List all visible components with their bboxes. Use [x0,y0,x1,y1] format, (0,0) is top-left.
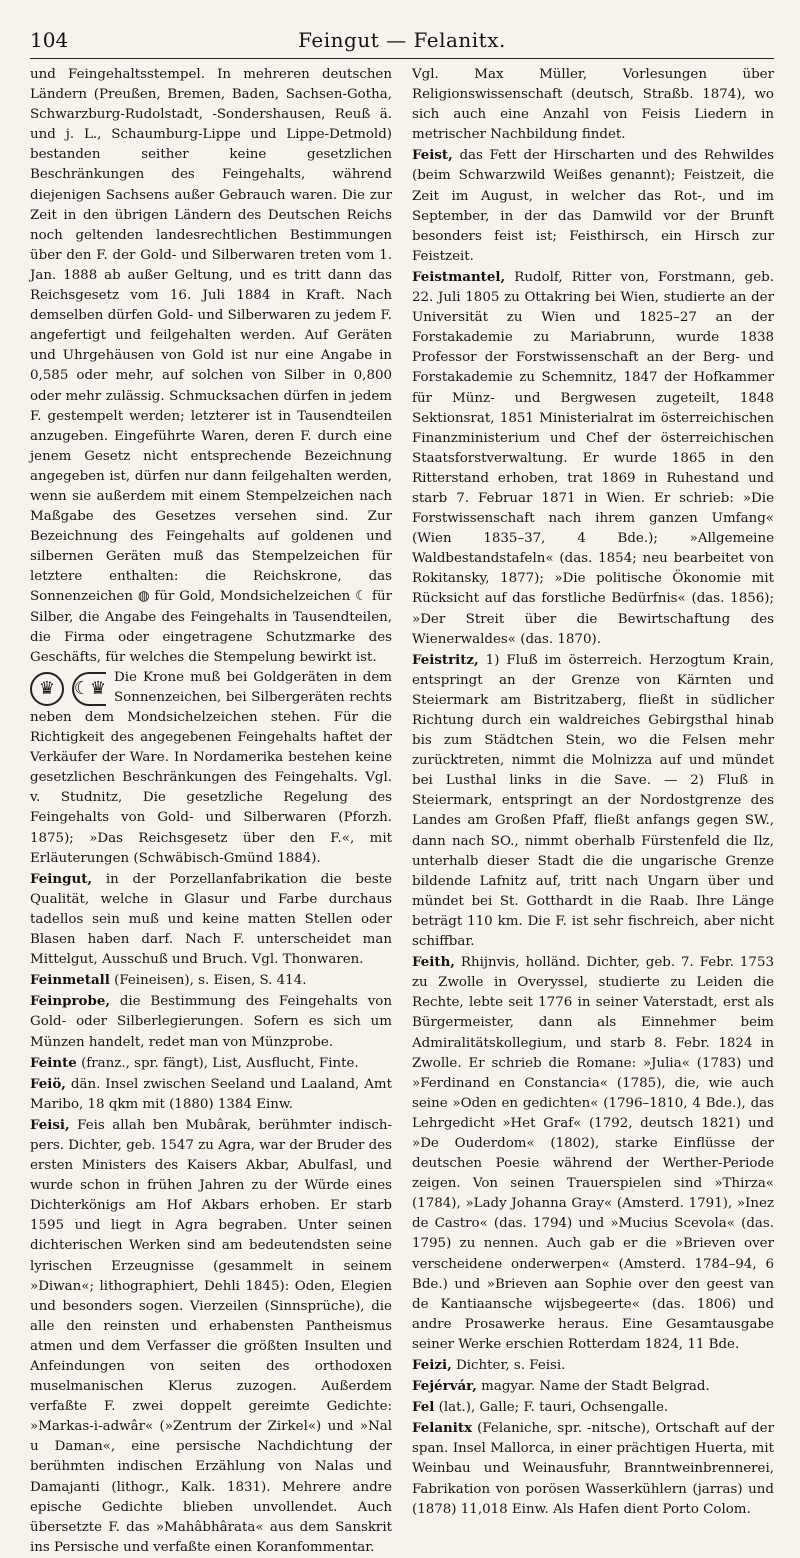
entry-text: (lat.), Galle; F. tauri, Ochsengalle. [434,1400,669,1416]
entry-feistmantel [412,267,774,650]
continuation-paragraph: und Feingehaltsstempel. In mehreren deutschen Ländern (Preußen, Bremen, Baden, Sachsen-Gotha, Schwarzburg-Rudolstadt, -Sondershausen, Reuß ä. und j. L., Schaumburg-Lippe und Lippe-Detmold) bestanden seither keine gesetzlichen Beschränkungen des Feingehalts, während diejenigen Sachsens außer Gebrauch waren. Die zur Zeit in den übrigen Ländern des Deutschen Reichs noch geltenden landesrechtlichen Bestimmungen über den F. der Gold- und Silberwaren treten vom 1. Jan. 1888 ab außer Geltung, und es tritt dann das Reichsgesetz vom 16. Juli 1884 in Kraft. Nach demselben dürfen Gold- und Silberwaren zu jedem F. angefertigt und feilgehalten werden. Auf Geräten und Uhrgehäusen von Gold ist nur eine Angabe in 0,585 oder mehr, auf solchen von Silber in 0,800 oder mehr zulässig. Schmucksachen dürfen in jedem F. gestempelt werden; letzterer ist in Tausendteilen anzugeben. Eingeführte Waren, deren F. durch eine jenem Gesetz nicht entsprechende Bezeichnung angegeben ist, dürfen nur dann feilgehalten werden, wenn sie außerdem mit einem Stempelzeichen nach Maßgabe des Gesetzes versehen sind. Zur Bezeichnung des Feingehalts auf goldenen und silbernen Geräten muß das Stempelzeichen für letztere enthalten: die Reichskrone, das Sonnenzeichen ◍ für Gold, Mondsichelzeichen ☾ für Silber, die Angabe des Feingehalts in Tausendteilen, die Firma oder eingetragene Schutzmarke des Geschäfts, für welches die Stempelung bewirkt ist. [30,67,392,665]
entry-felanitx [412,1418,774,1519]
headword: Feinmetall [30,972,110,989]
headword: Feiö, [30,1075,66,1092]
continuation-paragraph: Vgl. Max Müller, Vorlesungen über Religionswissenschaft (deutsch, Straßb. 1874), wo sich auch eine Anzahl von Feisis Liedern in metrischer Nachbildung findet. [412,67,774,143]
headword: Feistmantel, [412,268,506,285]
entry-text: 1) Fluß im österreich. Herzogtum Krain, entspringt an der Grenze von Kärnten und Steiermark am Bistritzaberg, fließt in südlicher Richtung durch ein waldreiches Gebirgsthal hinab bis zum Städtchen Stein, wo die Felsen mehr zurücktreten, nimmt die Molnizza auf und mündet bei Lusthal links in die Save. — 2) Fluß in Steiermark, entspringt an der Nordostgrenze des Landes am Großen Pfaff, fließt anfangs gegen SW., dann nach SO., nimmt oberhalb Fürstenfeld die Ilz, unterhalb dieser Stadt die die ungarische Grenze bildende Lafnitz auf, tritt nach Ungarn über und mündet bei St. Gotthardt in die Raab. Ihre Länge beträgt 110 km. Die F. ist sehr fischreich, aber nicht schiffbar. [412,652,774,950]
entry-feisi [30,1115,392,1558]
entry-text: die Bestimmung des Feingehalts von Gold- oder Silberlegierungen. Sofern es sich um Münzen handelt, redet man von Münzprobe. [30,994,392,1050]
entry-text: magyar. Name der Stadt Belgrad. [476,1379,710,1395]
entry-feio [30,1074,392,1115]
headword: Feizi, [412,1357,452,1373]
right-column [412,65,774,1558]
entry-text: Feis allah ben Mubârak, berühmter indisch-pers. Dichter, geb. 1547 zu Agra, war der Bruder des ersten Ministers des Kaisers Akbar, Abulfasl, und wurde schon in frühen Jahren zu der Würde eines Dichterkönigs am Hof Akbars erhoben. Er starb 1595 und liegt in Agra begraben. Unter seinen dichterischen Werken sind am bedeutendsten seine lyrischen Erzeugnisse (gesammelt in seinem »Diwan«; lithographiert, Dehli 1845): Oden, Elegien und besonders sogen. Vierzeilen (Sinnsprüche), die alle den reinsten und erhabensten Pantheismus atmen und dem Verfasser die größten Insulten und Anfeindungen von seiten des orthodoxen muselmanischen Klerus zuzogen. Außerdem verfaßte F. zwei doppelt gereimte Gedichte: »Markas-i-adwâr« (»Zentrum der Zirkel«) und »Nal u Daman«, eine persische Nachdichtung der berühmten indischen Erzählung von Nalas und Damajanti (lithogr., Kalk. 1831). Mehrere andre epische Gedichte blieben unvollendet. Auch übersetzte F. das »Mahâbhârata« aus dem Sanskrit ins Persische und verfaßte einen Koranfommentar. [30,1117,392,1555]
headword: Feinte [30,1054,77,1071]
entry-feist [412,145,774,267]
entry-fel [412,1397,774,1418]
entry-text: das Fett der Hirscharten und des Rehwildes (beim Schwarzwild Weißes genannt); Feistzeit, die Zeit im August, in welcher das Rot-, und im September, in der das Damwild vor der Brunft besonders feist ist; Feisthirsch, ein Hirsch zur Feistzeit. [412,148,774,264]
headword: Fejérvár, [412,1378,477,1395]
page-header [30,28,774,59]
entry-feizi [412,1355,774,1376]
crown-in-sun-icon: ♛ [30,672,64,706]
hallmark-paragraph [30,668,392,869]
text-columns [30,65,774,1558]
entry-fejervar [412,1376,774,1397]
headword: Feinprobe, [30,993,111,1010]
entry-text: Dichter, s. Feisi. [451,1358,566,1373]
entry-text: (franz., spr. fängt), List, Ausflucht, Finte. [76,1055,359,1071]
headword: Feistritz, [412,651,479,668]
entry-text: Rudolf, Ritter von, Forstmann, geb. 22. Juli 1805 zu Ottakring bei Wien, studierte an der Universität zu Wien und 1825–27 an der Forstakademie zu Mariabrunn, wurde 1838 Professor der Forstwissenschaft an der Berg- und Forstakademie zu Schemnitz, 1847 der Hofkammer für Münz- und Bergwesen zugeteilt, 1848 Sektionsrat, 1851 Ministerialrat im österreichischen Finanzministerium und Chef der österreichischen Staatsforstverwaltung. Er wurde 1865 in den Ritterstand erhoben, trat 1869 in Ruhestand und starb 7. Februar 1871 in Wien. Er schrieb: »Die Forstwissenschaft nach ihrem ganzen Umfang« (Wien 1835–37, 4 Bde.); »Allgemeine Waldbestandstafeln« (das. 1854; neu bearbeitet von Rokitansky, 1877); »Die politische Ökonomie mit Rücksicht auf das forstliche Bedürfnis« (das. 1856); »Der Streit über die Bewirtschaftung des Wienerwaldes« (das. 1870). [412,269,774,647]
entry-feinte [30,1053,392,1074]
left-column [30,65,392,1558]
entry-feinprobe [30,991,392,1052]
entry-feith [412,952,774,1355]
entry-feingut [30,869,392,970]
entry-feinmetall [30,970,392,991]
hallmark-text: Die Krone muß bei Goldgeräten in dem Sonnenzeichen, bei Silbergeräten rechts neben dem Mondsichelzeichen stehen. Für die Richtigkeit des angegebenen Feingehalts haftet der Verkäufer der Ware. In Nordamerika bestehen keine gesetzlichen Beschränkungen des Feingehalts. Vgl. v. Studnitz, Die gesetzliche Regelung des Feingehalts von Gold- und Silberwaren (Pforzh. 1875); »Das Reichsgesetz über den F.«, mit Erläuterungen (Schwäbisch-Gmünd 1884). [30,669,392,866]
entry-text: (Felaniche, spr. -nitsche), Ortschaft auf der span. Insel Mallorca, in einer prächtigen Huerta, mit Weinbau und Weinausfuhr, Branntweinbrennerei, Fabrikation von porösen Wasserkühlern (jarras) und (1878) 11,018 Einw. Als Hafen dient Porto Colom. [412,1421,774,1517]
headword: Feist, [412,147,453,164]
crown-in-moon-icon: ☾♛ [72,672,106,706]
entry-text: Rhijnvis, holländ. Dichter, geb. 7. Febr. 1753 zu Zwolle in Overyssel, studierte zu Leiden die Rechte, lebte seit 1776 in seiner Vaterstadt, erst als Bürgermeister, dann als Einnehmer beim Admiralitätskollegium, und starb 8. Febr. 1824 in Zwolle. Er schrieb die Romane: »Julia« (1783) und »Ferdinand en Constancia« (1785), die, wie auch seine »Oden en gedichten« (1796–1810, 4 Bde.), das Lehrgedicht »Het Graf« (1792, deutsch 1821) und »De Ouderdom« (1802), starke Einflüsse der deutschen Poesie während der Werther-Periode zeigen. Von seinen Trauerspielen sind »Thirza« (1784), »Lady Johanna Gray« (Amsterd. 1791), »Inez de Castro« (das. 1794) und »Mucius Scevola« (das. 1795) zu nennen. Auch gab er die »Brieven over verscheidene onderwerpen« (Amsterd. 1784–94, 6 Bde.) und »Brieven aan Sophie over den geest van de Kantiaansche wijsbegeerte« (das. 1806) und andre Prosawerke heraus. Eine Gesamtausgabe seiner Werke erschien Rotterdam 1824, 11 Bde. [412,955,774,1352]
entry-text: in der Porzellanfabrikation die beste Qualität, welche in Glasur und Farbe durchaus tadellos sein muß und keine matten Stellen oder Blasen haben darf. Nach F. unterscheidet man Mittelgut, Ausschuß und Bruch. Vgl. Thonwaren. [30,871,392,968]
page-number: 104 [30,28,69,52]
hallmark-emblems [30,672,106,706]
running-title: Feingut — Felanitx. [298,28,506,52]
entry-text: (Feineisen), s. Eisen, S. 414. [109,973,307,989]
headword: Feingut, [30,870,93,887]
headword: Feith, [412,954,455,971]
headword: Fel [412,1399,435,1416]
headword: Felanitx [412,1420,473,1437]
entry-feistritz [412,650,774,952]
headword: Feisi, [30,1116,70,1133]
entry-text: dän. Insel zwischen Seeland und Laaland, Amt Maribo, 18 qkm mit (1880) 1384 Einw. [30,1076,392,1112]
